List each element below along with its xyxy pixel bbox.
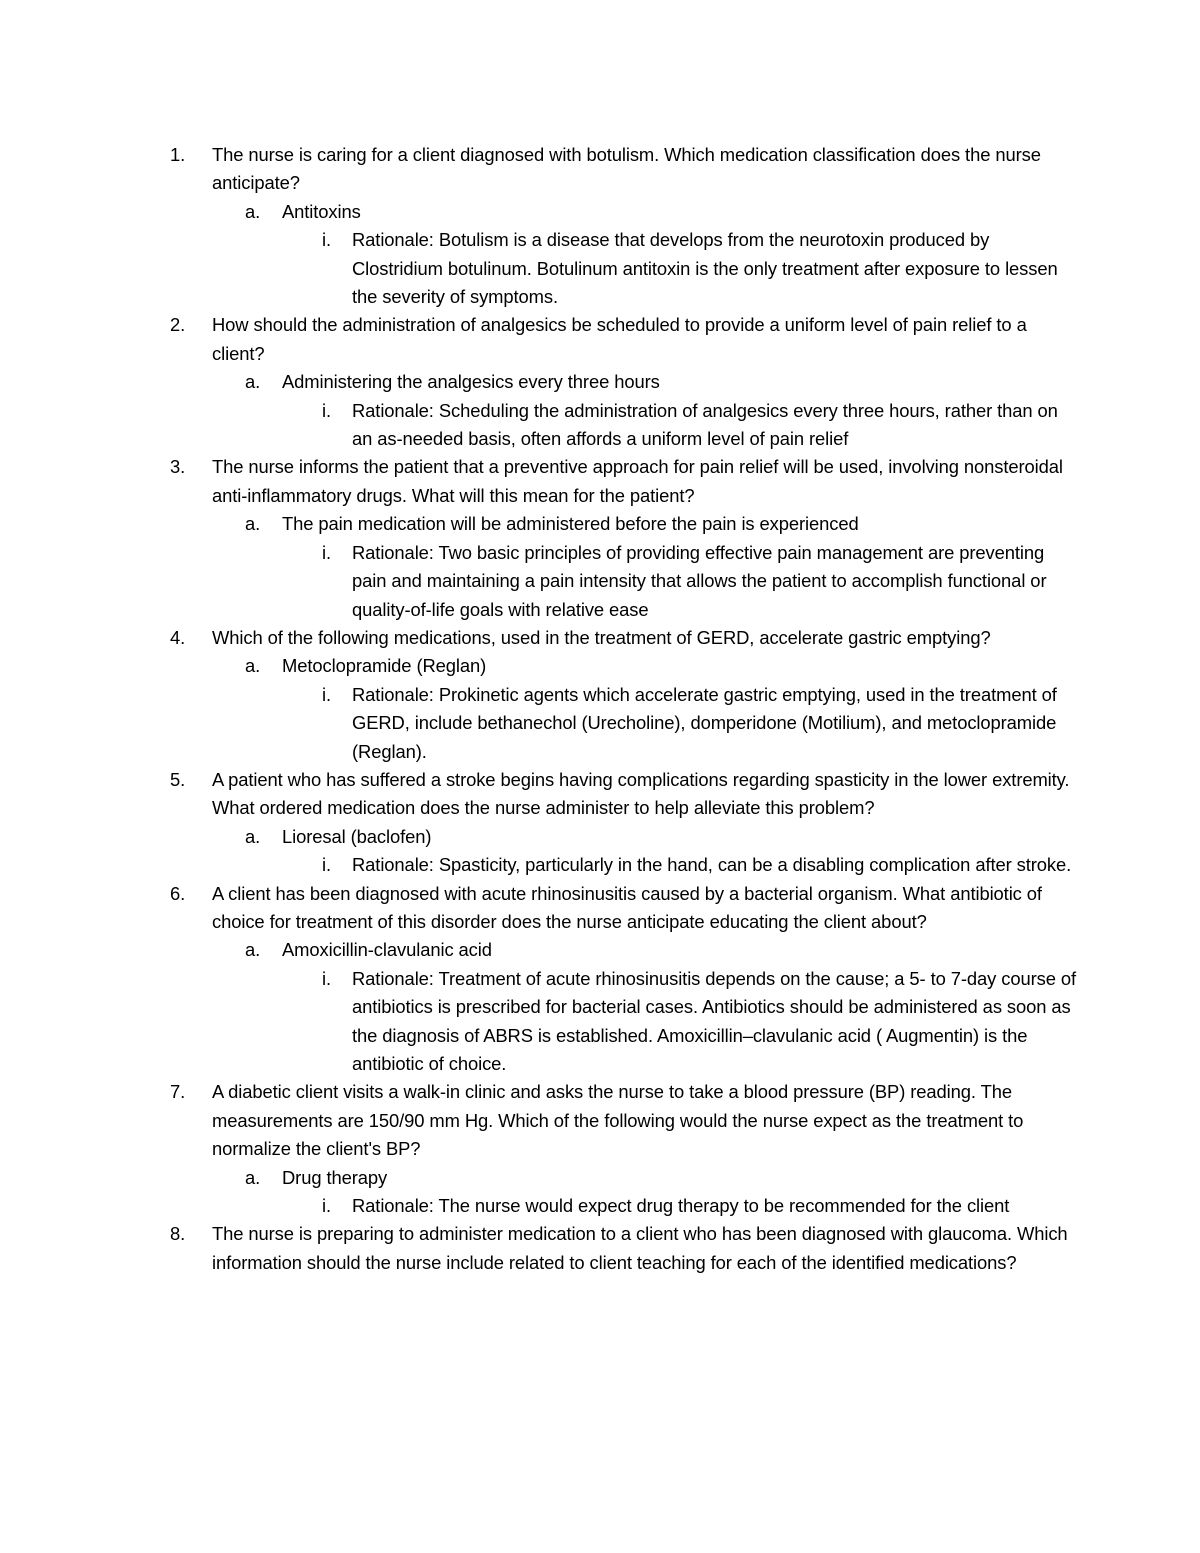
answer-text: The pain medication will be administered before the pain is experienced: [282, 513, 859, 535]
rationale-text: Rationale: Two basic principles of providing effective pain management are preventing pain and maintaining a pain intensity that allows the patient to accomplish functional or quality-of-life goals with relative ease: [352, 541, 1047, 620]
answer-text: Drug therapy: [282, 1166, 388, 1188]
question-item: [0, 1078, 1200, 1163]
question-number: 2.: [170, 314, 186, 336]
question-item: [0, 766, 1200, 823]
answer-letter: a.: [245, 655, 261, 677]
question-text: Which of the following medications, used in the treatment of GERD, accelerate gastric emptying?: [212, 626, 991, 648]
question-number: 4.: [170, 626, 186, 648]
question-number: 3.: [170, 456, 186, 478]
rationale-text: Rationale: Scheduling the administration of analgesics every three hours, rather than on an as-needed basis, often affords a uniform level of pain relief: [352, 399, 1058, 450]
rationale-text: Rationale: Treatment of acute rhinosinusitis depends on the cause; a 5- to 7-day course of antibiotics is prescribed for bacterial cases. Antibiotics should be administered as soon as the diagnosis of ABRS is established. Amoxicillin–clavulanic acid ( Augmentin) is the antibiotic of choice.: [352, 967, 1076, 1074]
document-page: [0, 141, 1200, 1277]
question-item: [0, 453, 1200, 510]
rationale-item: [0, 965, 1200, 1079]
answer-text: Administering the analgesics every three hours: [282, 371, 660, 393]
rationale-item: [0, 1192, 1200, 1220]
answer-letter: a.: [245, 513, 261, 535]
rationale-item: [0, 539, 1200, 624]
rationale-numeral: i.: [322, 399, 331, 421]
question-text: How should the administration of analgesics be scheduled to provide a uniform level of pain relief to a client?: [212, 314, 1027, 364]
question-item: [0, 880, 1200, 937]
question-item: [0, 1220, 1200, 1277]
rationale-numeral: i.: [322, 541, 331, 563]
rationale-numeral: i.: [322, 683, 331, 705]
question-number: 7.: [170, 1081, 186, 1103]
rationale-item: [0, 397, 1200, 454]
question-item: [0, 141, 1200, 198]
answer-letter: a.: [245, 939, 261, 961]
answer-letter: a.: [245, 1166, 261, 1188]
rationale-text: Rationale: Spasticity, particularly in the hand, can be a disabling complication after stroke.: [352, 854, 1072, 876]
answer-letter: a.: [245, 371, 261, 393]
rationale-text: Rationale: Prokinetic agents which accelerate gastric emptying, used in the treatment of GERD, include bethanechol (Urecholine), domperidone (Motilium), and metoclopramide (Reglan).: [352, 683, 1057, 762]
answer-text: Amoxicillin-clavulanic acid: [282, 939, 492, 961]
question-text: The nurse informs the patient that a preventive approach for pain relief will be used, involving nonsteroidal anti-inflammatory drugs. What will this mean for the patient?: [212, 456, 1063, 506]
answer-text: Antitoxins: [282, 200, 361, 222]
rationale-text: Rationale: The nurse would expect drug therapy to be recommended for the client: [352, 1195, 1010, 1217]
answer-text: Metoclopramide (Reglan): [282, 655, 487, 677]
question-item: [0, 624, 1200, 652]
question-number: 5.: [170, 768, 186, 790]
answer-item: [0, 1164, 1200, 1192]
answer-letter: a.: [245, 825, 261, 847]
answer-item: [0, 198, 1200, 226]
rationale-item: [0, 681, 1200, 766]
rationale-numeral: i.: [322, 1195, 331, 1217]
answer-item: [0, 936, 1200, 964]
rationale-text: Rationale: Botulism is a disease that develops from the neurotoxin produced by Clostridium botulinum. Botulinum antitoxin is the only treatment after exposure to lessen the severity of symptoms.: [352, 229, 1058, 308]
answer-item: [0, 652, 1200, 680]
question-text: The nurse is caring for a client diagnosed with botulism. Which medication classification does the nurse anticipate?: [212, 144, 1041, 194]
rationale-numeral: i.: [322, 854, 331, 876]
answer-item: [0, 510, 1200, 538]
question-item: [0, 311, 1200, 368]
rationale-numeral: i.: [322, 967, 331, 989]
rationale-numeral: i.: [322, 229, 331, 251]
question-number: 1.: [170, 144, 186, 165]
rationale-item: [0, 851, 1200, 879]
rationale-item: [0, 226, 1200, 311]
answer-item: [0, 823, 1200, 851]
question-text: A patient who has suffered a stroke begins having complications regarding spasticity in the lower extremity. What ordered medication does the nurse administer to help alleviate this problem?: [212, 768, 1070, 819]
answer-item: [0, 368, 1200, 396]
answer-letter: a.: [245, 200, 261, 222]
question-number: 8.: [170, 1223, 186, 1245]
question-text: A diabetic client visits a walk-in clinic and asks the nurse to take a blood pressure (BP) reading. The measurements are 150/90 mm Hg. Which of the following would the nurse expect as the treatment to normalize the client's BP?: [212, 1081, 1024, 1160]
question-text: The nurse is preparing to administer medication to a client who has been diagnosed with glaucoma. Which information should the nurse include related to client teaching for each of the identified medications?: [212, 1223, 1068, 1273]
question-number: 6.: [170, 882, 186, 904]
question-text: A client has been diagnosed with acute rhinosinusitis caused by a bacterial organism. What antibiotic of choice for treatment of this disorder does the nurse anticipate educating the client about?: [212, 882, 1042, 932]
answer-text: Lioresal (baclofen): [282, 825, 432, 847]
